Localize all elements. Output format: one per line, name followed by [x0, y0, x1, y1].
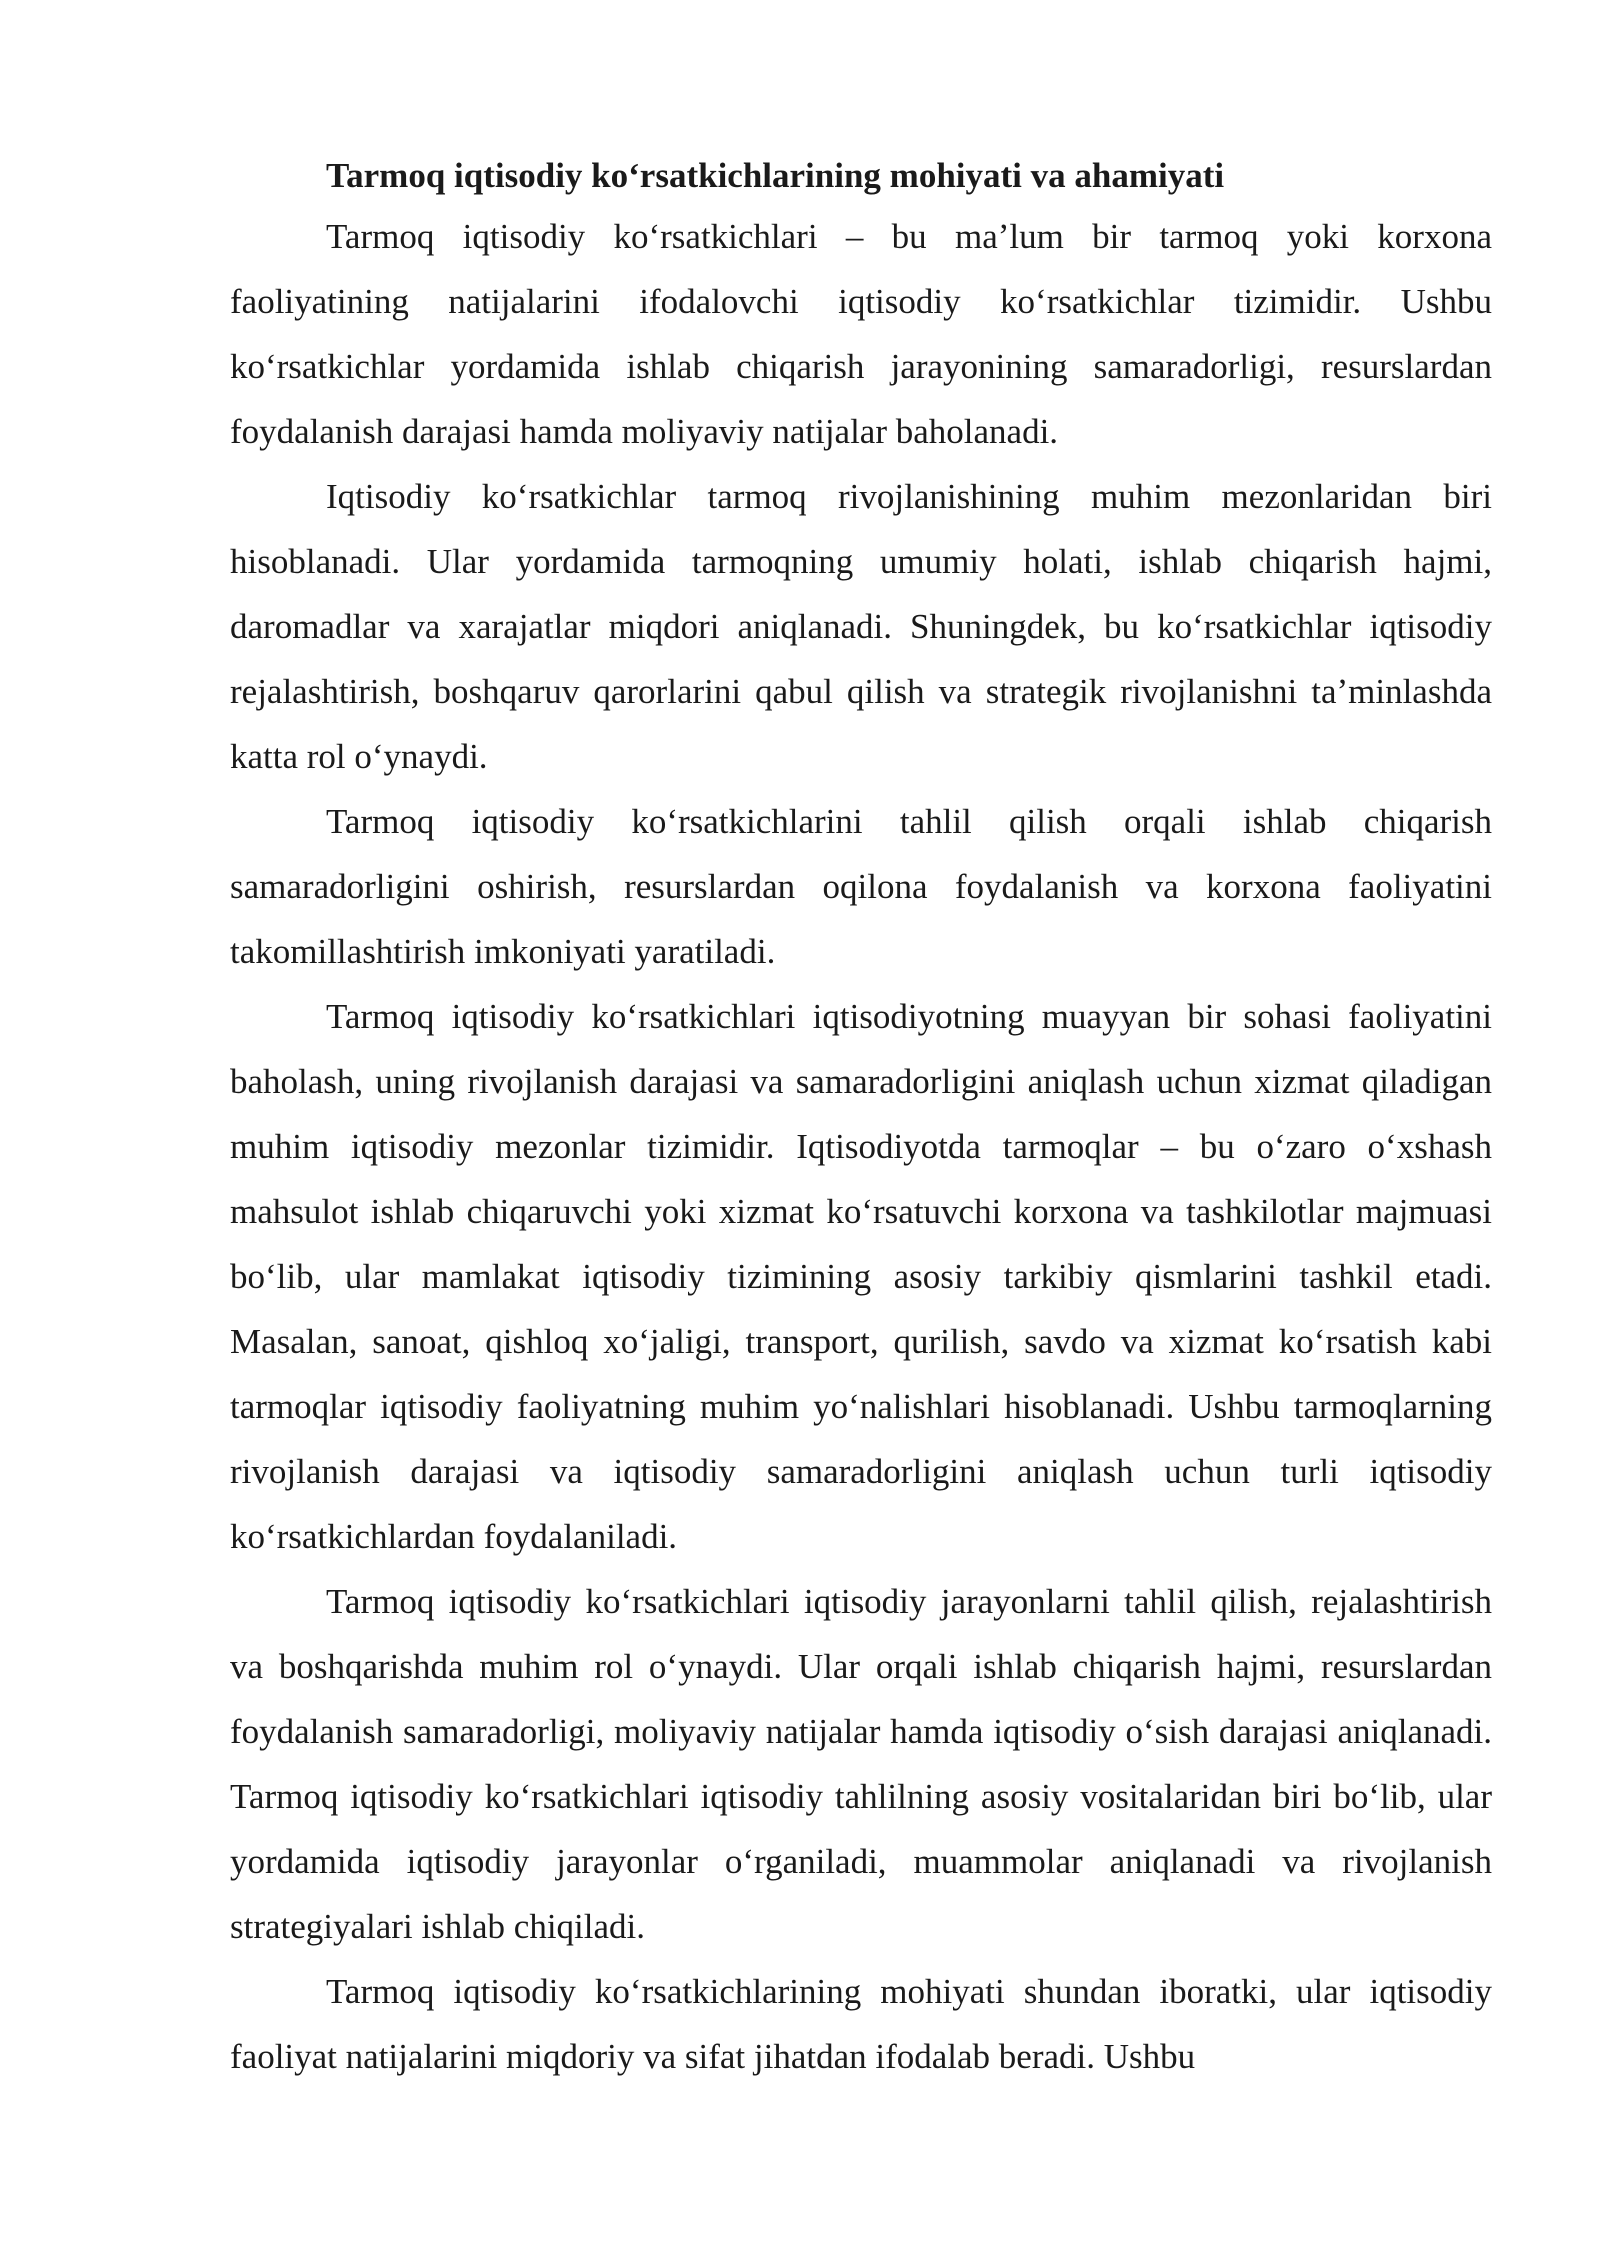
document-body — [230, 148, 1492, 2089]
document-title: Tarmoq iqtisodiy koʻrsatkichlarining mohiyati va ahamiyati — [326, 156, 1225, 195]
paragraph-2: Iqtisodiy koʻrsatkichlar tarmoq rivojlanishining muhim mezonlaridan biri hisoblanadi. Ular yordamida tarmoqning umumiy holati, ishlab chiqarish hajmi, daromadlar va xarajatlar miqdori aniqlanadi. Shuningdek, bu koʻrsatkichlar iqtisodiy rejalashtirish, boshqaruv qarorlarini qabul qilish va strategik rivojlanishni taʼminlashda katta rol oʻynaydi. — [230, 477, 1492, 776]
paragraph-4: Tarmoq iqtisodiy koʻrsatkichlari iqtisodiyotning muayyan bir sohasi faoliyatini baholash, uning rivojlanish darajasi va samaradorligini aniqlash uchun xizmat qiladigan muhim iqtisodiy mezonlar tizimidir. Iqtisodiyotda tarmoqlar – bu oʻzaro oʻxshash mahsulot ishlab chiqaruvchi yoki xizmat koʻrsatuvchi korxona va tashkilotlar majmuasi boʻlib, ular mamlakat iqtisodiy tizimining asosiy tarkibiy qismlarini tashkil etadi. Masalan, sanoat, qishloq xoʻjaligi, transport, qurilish, savdo va xizmat koʻrsatish kabi tarmoqlar iqtisodiy faoliyatning muhim yoʻnalishlari hisoblanadi. Ushbu tarmoqlarning rivojlanish darajasi va iqtisodiy samaradorligini aniqlash uchun turli iqtisodiy koʻrsatkichlardan foydalaniladi. — [230, 997, 1492, 1556]
paragraph-3: Tarmoq iqtisodiy koʻrsatkichlarini tahlil qilish orqali ishlab chiqarish samaradorligini oshirish, resurslardan oqilona foydalanish va korxona faoliyatini takomillashtirish imkoniyati yaratiladi. — [230, 802, 1492, 971]
paragraph-6: Tarmoq iqtisodiy koʻrsatkichlarining mohiyati shundan iboratki, ular iqtisodiy faoliyat natijalarini miqdoriy va sifat jihatdan ifodalab beradi. Ushbu — [230, 1972, 1492, 2076]
paragraph-1: Tarmoq iqtisodiy koʻrsatkichlari – bu maʼlum bir tarmoq yoki korxona faoliyatining natijalarini ifodalovchi iqtisodiy koʻrsatkichlar tizimidir. Ushbu koʻrsatkichlar yordamida ishlab chiqarish jarayonining samaradorligi, resurslardan foydalanish darajasi hamda moliyaviy natijalar baholanadi. — [230, 217, 1492, 451]
paragraph-5: Tarmoq iqtisodiy koʻrsatkichlari iqtisodiy jarayonlarni tahlil qilish, rejalashtirish va boshqarishda muhim rol oʻynaydi. Ular orqali ishlab chiqarish hajmi, resurslardan foydalanish samaradorligi, moliyaviy natijalar hamda iqtisodiy oʻsish darajasi aniqlanadi. Tarmoq iqtisodiy koʻrsatkichlari iqtisodiy tahlilning asosiy vositalaridan biri boʻlib, ular yordamida iqtisodiy jarayonlar oʻrganiladi, muammolar aniqlanadi va rivojlanish strategiyalari ishlab chiqiladi. — [230, 1582, 1492, 1946]
